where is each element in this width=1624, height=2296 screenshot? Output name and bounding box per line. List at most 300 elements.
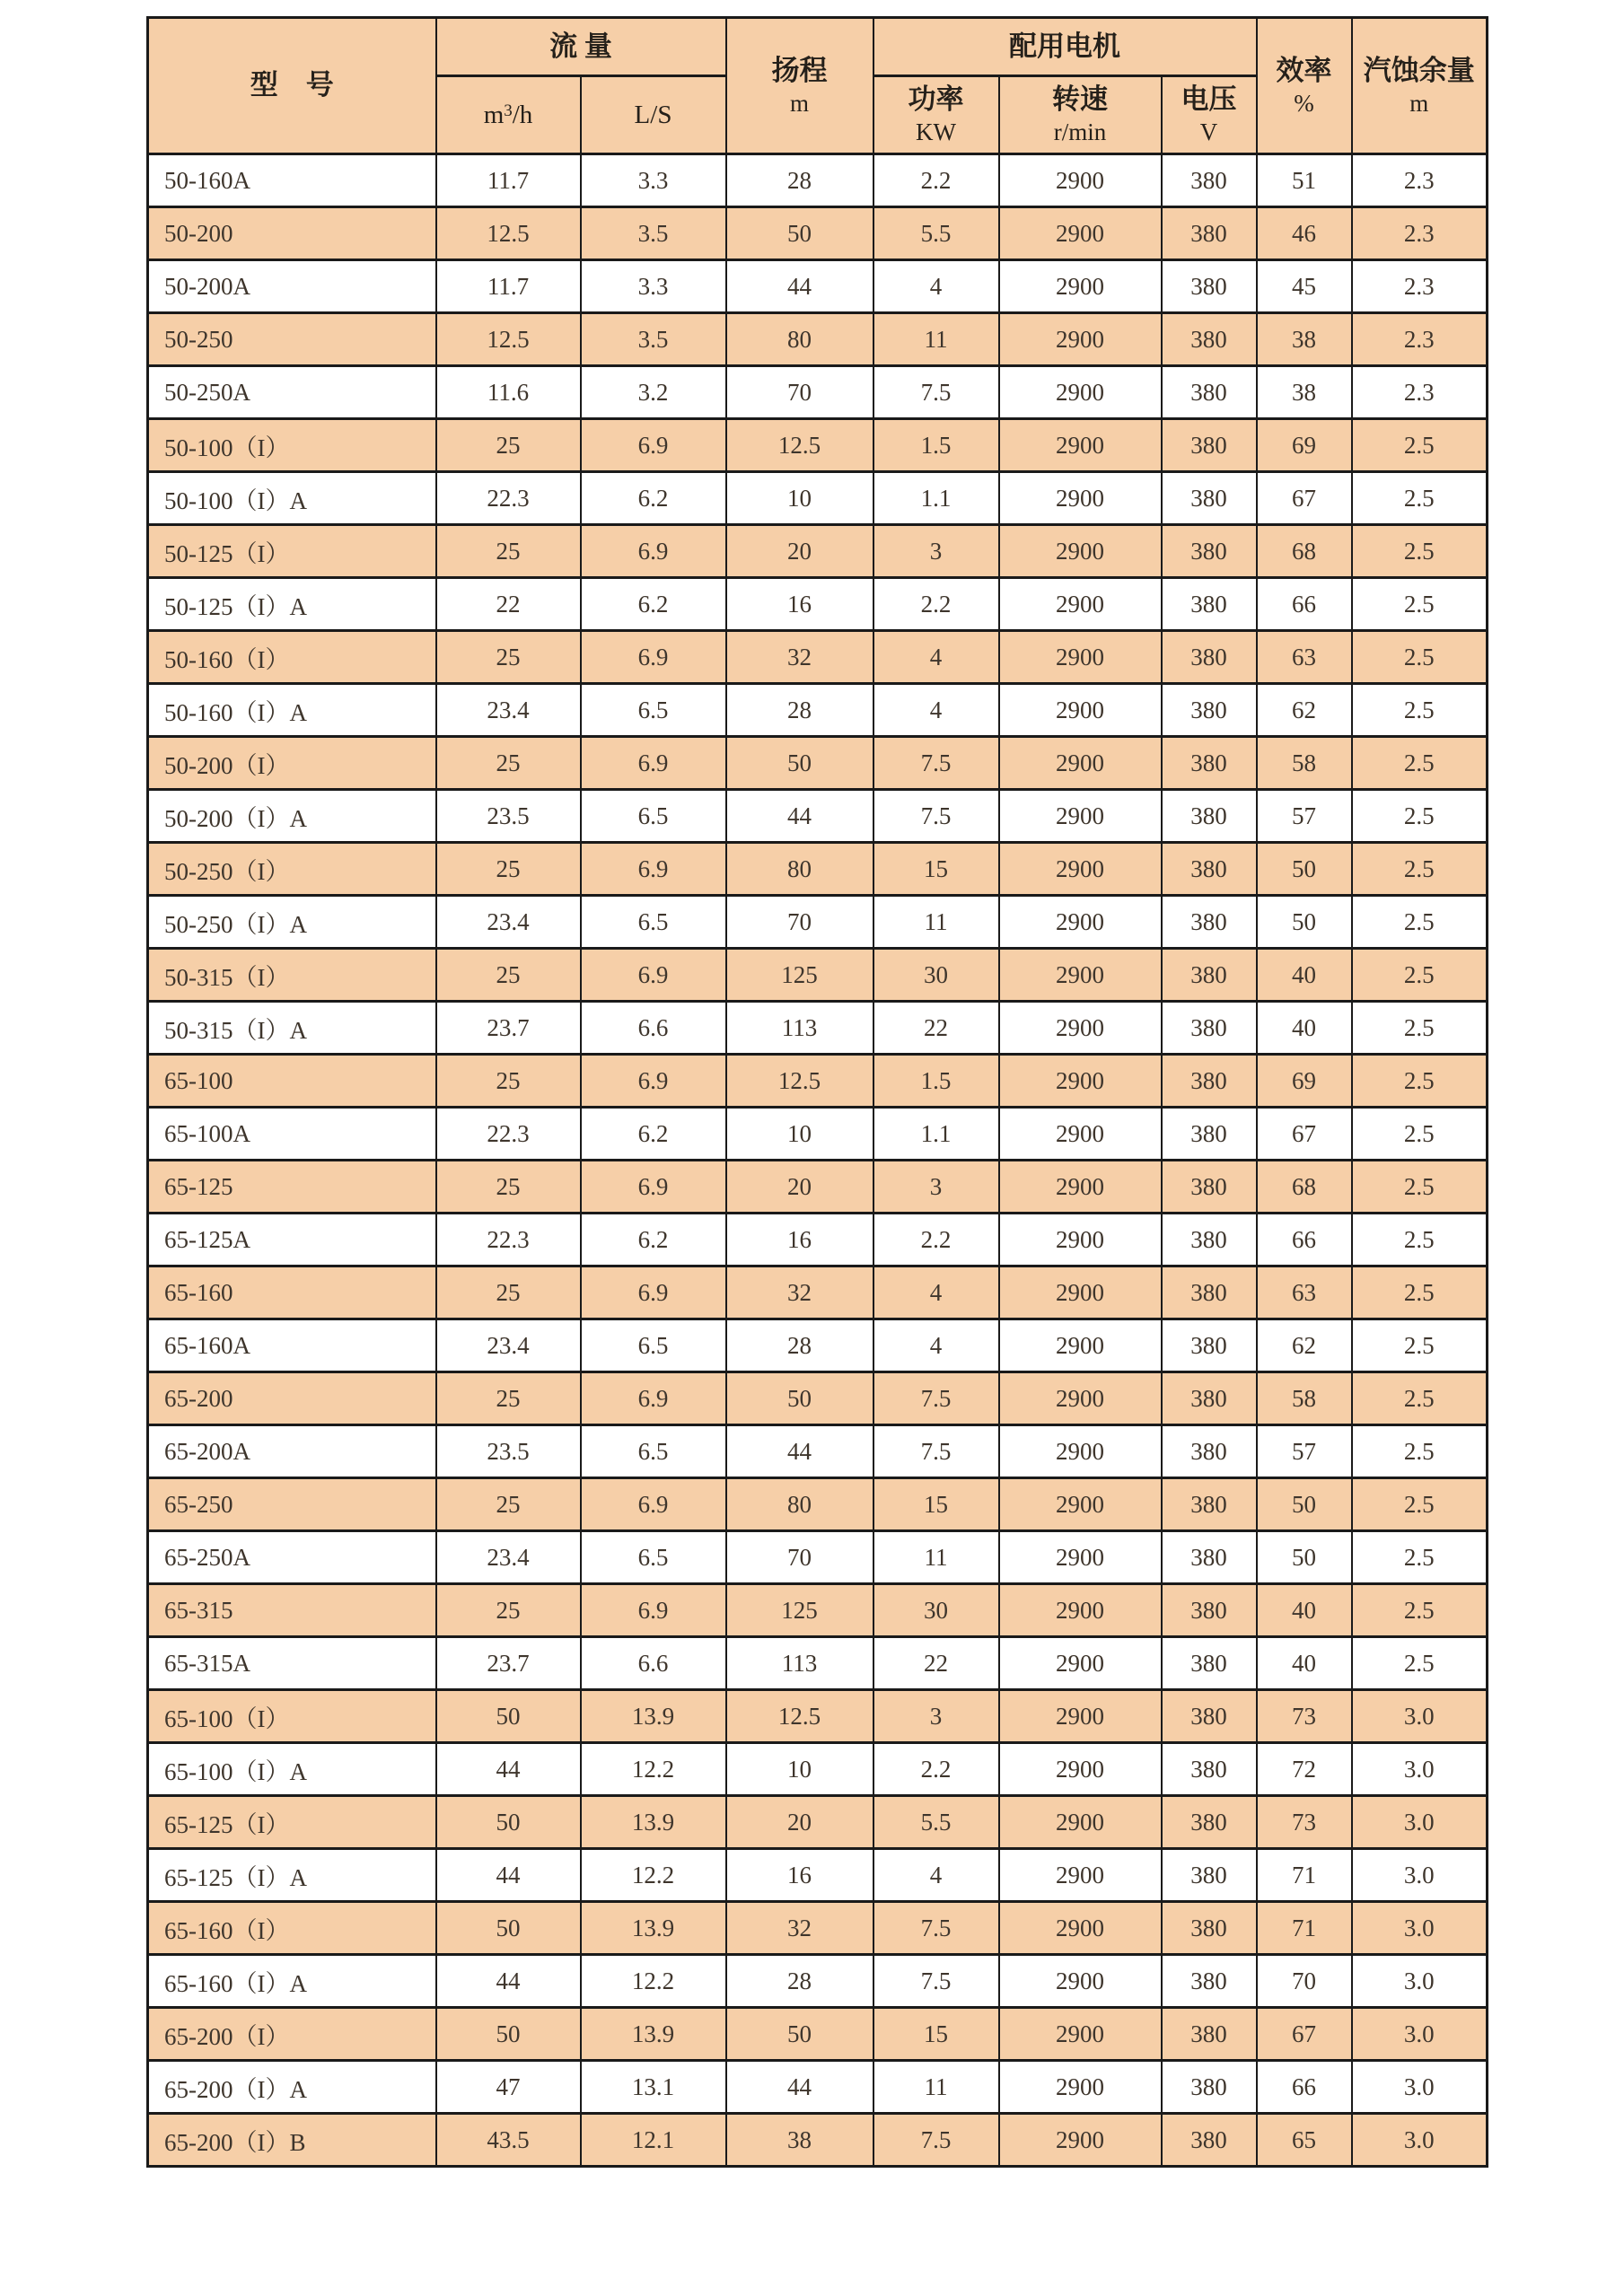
value-cell: 2.5: [1352, 1266, 1488, 1319]
value-cell: 66: [1257, 578, 1352, 631]
value-cell: 7.5: [873, 1902, 999, 1955]
value-cell: 6.5: [581, 1531, 726, 1584]
value-cell: 11.7: [436, 260, 581, 313]
value-cell: 6.5: [581, 1425, 726, 1478]
model-cell: 65-200（I）B: [148, 2114, 436, 2167]
value-cell: 13.9: [581, 1902, 726, 1955]
value-cell: 12.1: [581, 2114, 726, 2167]
value-cell: 380: [1162, 896, 1257, 949]
value-cell: 380: [1162, 1584, 1257, 1637]
value-cell: 50: [1257, 843, 1352, 896]
value-cell: 2.5: [1352, 684, 1488, 737]
value-cell: 80: [726, 313, 873, 366]
value-cell: 23.4: [436, 684, 581, 737]
value-cell: 32: [726, 1902, 873, 1955]
value-cell: 380: [1162, 790, 1257, 843]
value-cell: 69: [1257, 419, 1352, 472]
table-row: [148, 1319, 1488, 1372]
value-cell: 2900: [999, 1531, 1162, 1584]
model-cell: 50-250: [148, 313, 436, 366]
value-cell: 20: [726, 1161, 873, 1214]
header-head-label: 扬程: [771, 54, 828, 86]
value-cell: 380: [1162, 154, 1257, 207]
value-cell: 11: [873, 2061, 999, 2114]
table-row: [148, 2061, 1488, 2114]
value-cell: 50: [1257, 1478, 1352, 1531]
value-cell: 380: [1162, 1319, 1257, 1372]
table-row: [148, 260, 1488, 313]
value-cell: 25: [436, 1161, 581, 1214]
table-row: [148, 896, 1488, 949]
table-row: [148, 1690, 1488, 1743]
value-cell: 1.1: [873, 472, 999, 525]
value-cell: 380: [1162, 366, 1257, 419]
value-cell: 32: [726, 631, 873, 684]
header-npsh-label: 汽蚀余量: [1363, 54, 1475, 86]
value-cell: 50: [726, 2008, 873, 2061]
value-cell: 380: [1162, 1531, 1257, 1584]
value-cell: 25: [436, 737, 581, 790]
value-cell: 2900: [999, 154, 1162, 207]
value-cell: 63: [1257, 631, 1352, 684]
table-row: [148, 1425, 1488, 1478]
header-voltage-unit: V: [1199, 118, 1218, 146]
model-cell: 50-160A: [148, 154, 436, 207]
table-header: [148, 18, 1488, 154]
value-cell: 2900: [999, 1161, 1162, 1214]
value-cell: 40: [1257, 949, 1352, 1002]
value-cell: 2900: [999, 2061, 1162, 2114]
header-voltage-label: 电压: [1181, 83, 1237, 116]
value-cell: 51: [1257, 154, 1352, 207]
value-cell: 3: [873, 1161, 999, 1214]
value-cell: 2.5: [1352, 1584, 1488, 1637]
model-cell: 50-200: [148, 207, 436, 260]
value-cell: 50: [436, 1902, 581, 1955]
value-cell: 58: [1257, 1372, 1352, 1425]
value-cell: 15: [873, 843, 999, 896]
value-cell: 6.5: [581, 790, 726, 843]
value-cell: 44: [726, 260, 873, 313]
value-cell: 4: [873, 260, 999, 313]
value-cell: 2900: [999, 578, 1162, 631]
value-cell: 3.0: [1352, 2008, 1488, 2061]
value-cell: 2.5: [1352, 1214, 1488, 1266]
table-body: [148, 154, 1488, 2167]
value-cell: 380: [1162, 578, 1257, 631]
value-cell: 30: [873, 949, 999, 1002]
value-cell: 2.5: [1352, 1531, 1488, 1584]
value-cell: 2900: [999, 419, 1162, 472]
value-cell: 6.2: [581, 472, 726, 525]
value-cell: 380: [1162, 1002, 1257, 1055]
value-cell: 70: [1257, 1955, 1352, 2008]
value-cell: 22.3: [436, 472, 581, 525]
model-cell: 65-250: [148, 1478, 436, 1531]
value-cell: 68: [1257, 1161, 1352, 1214]
value-cell: 23.4: [436, 896, 581, 949]
value-cell: 6.2: [581, 1214, 726, 1266]
value-cell: 2900: [999, 1425, 1162, 1478]
table-row: [148, 2008, 1488, 2061]
value-cell: 7.5: [873, 2114, 999, 2167]
value-cell: 2900: [999, 1002, 1162, 1055]
table-row: [148, 1478, 1488, 1531]
value-cell: 15: [873, 2008, 999, 2061]
value-cell: 6.9: [581, 1478, 726, 1531]
model-cell: 65-125A: [148, 1214, 436, 1266]
table-row: [148, 313, 1488, 366]
value-cell: 2900: [999, 896, 1162, 949]
value-cell: 7.5: [873, 737, 999, 790]
value-cell: 38: [1257, 313, 1352, 366]
value-cell: 380: [1162, 1690, 1257, 1743]
value-cell: 73: [1257, 1690, 1352, 1743]
table-row: [148, 1849, 1488, 1902]
value-cell: 2.5: [1352, 1637, 1488, 1690]
value-cell: 2.5: [1352, 1319, 1488, 1372]
value-cell: 23.5: [436, 790, 581, 843]
model-cell: 50-315（I）: [148, 949, 436, 1002]
pump-spec-sheet: [146, 16, 1486, 2168]
value-cell: 2900: [999, 1743, 1162, 1796]
value-cell: 2.5: [1352, 1478, 1488, 1531]
value-cell: 113: [726, 1637, 873, 1690]
value-cell: 5.5: [873, 1796, 999, 1849]
value-cell: 23.4: [436, 1531, 581, 1584]
value-cell: 2.5: [1352, 737, 1488, 790]
value-cell: 2900: [999, 2008, 1162, 2061]
value-cell: 2.5: [1352, 1055, 1488, 1108]
value-cell: 25: [436, 1478, 581, 1531]
model-cell: 65-160（I）A: [148, 1955, 436, 2008]
value-cell: 40: [1257, 1637, 1352, 1690]
value-cell: 45: [1257, 260, 1352, 313]
model-cell: 50-160（I）A: [148, 684, 436, 737]
value-cell: 38: [1257, 366, 1352, 419]
header-row-top: [148, 18, 1488, 76]
value-cell: 3.5: [581, 207, 726, 260]
value-cell: 3.0: [1352, 1743, 1488, 1796]
table-row: [148, 1108, 1488, 1161]
value-cell: 43.5: [436, 2114, 581, 2167]
value-cell: 380: [1162, 419, 1257, 472]
value-cell: 6.6: [581, 1637, 726, 1690]
value-cell: 380: [1162, 1055, 1257, 1108]
value-cell: 3.5: [581, 313, 726, 366]
m3h-rest: /h: [512, 100, 533, 129]
value-cell: 16: [726, 1849, 873, 1902]
value-cell: 3: [873, 1690, 999, 1743]
value-cell: 2900: [999, 1372, 1162, 1425]
model-cell: 50-200（I）: [148, 737, 436, 790]
table-row: [148, 1161, 1488, 1214]
value-cell: 3.0: [1352, 1690, 1488, 1743]
value-cell: 30: [873, 1584, 999, 1637]
value-cell: 3.2: [581, 366, 726, 419]
value-cell: 2.3: [1352, 154, 1488, 207]
value-cell: 40: [1257, 1584, 1352, 1637]
table-row: [148, 737, 1488, 790]
value-cell: 28: [726, 1955, 873, 2008]
table-row: [148, 578, 1488, 631]
model-cell: 65-200: [148, 1372, 436, 1425]
value-cell: 6.9: [581, 1266, 726, 1319]
value-cell: 125: [726, 1584, 873, 1637]
value-cell: 6.5: [581, 896, 726, 949]
value-cell: 380: [1162, 1902, 1257, 1955]
model-cell: 65-160A: [148, 1319, 436, 1372]
value-cell: 2.5: [1352, 525, 1488, 578]
value-cell: 2.3: [1352, 366, 1488, 419]
value-cell: 12.5: [436, 207, 581, 260]
value-cell: 20: [726, 525, 873, 578]
header-head-unit: m: [789, 89, 809, 117]
value-cell: 3.0: [1352, 1849, 1488, 1902]
model-cell: 65-160（I）: [148, 1902, 436, 1955]
value-cell: 2900: [999, 366, 1162, 419]
value-cell: 380: [1162, 1955, 1257, 2008]
value-cell: 6.9: [581, 1584, 726, 1637]
value-cell: 4: [873, 684, 999, 737]
value-cell: 32: [726, 1266, 873, 1319]
value-cell: 2900: [999, 1055, 1162, 1108]
value-cell: 2.5: [1352, 472, 1488, 525]
value-cell: 47: [436, 2061, 581, 2114]
value-cell: 16: [726, 1214, 873, 1266]
value-cell: 7.5: [873, 1955, 999, 2008]
value-cell: 3.3: [581, 154, 726, 207]
model-cell: 65-315: [148, 1584, 436, 1637]
value-cell: 25: [436, 1266, 581, 1319]
value-cell: 12.5: [726, 1690, 873, 1743]
value-cell: 6.9: [581, 949, 726, 1002]
value-cell: 380: [1162, 2061, 1257, 2114]
value-cell: 6.9: [581, 737, 726, 790]
value-cell: 80: [726, 1478, 873, 1531]
value-cell: 50: [1257, 896, 1352, 949]
value-cell: 380: [1162, 2008, 1257, 2061]
value-cell: 50: [726, 207, 873, 260]
value-cell: 38: [726, 2114, 873, 2167]
value-cell: 28: [726, 154, 873, 207]
table-row: [148, 1902, 1488, 1955]
value-cell: 2900: [999, 1849, 1162, 1902]
value-cell: 4: [873, 1849, 999, 1902]
value-cell: 66: [1257, 2061, 1352, 2114]
value-cell: 66: [1257, 1214, 1352, 1266]
header-head: [726, 18, 873, 154]
model-cell: 65-100（I）: [148, 1690, 436, 1743]
value-cell: 22.3: [436, 1108, 581, 1161]
value-cell: 73: [1257, 1796, 1352, 1849]
table-row: [148, 1372, 1488, 1425]
value-cell: 25: [436, 419, 581, 472]
value-cell: 67: [1257, 1108, 1352, 1161]
table-row: [148, 154, 1488, 207]
table-row: [148, 419, 1488, 472]
value-cell: 70: [726, 1531, 873, 1584]
value-cell: 25: [436, 1372, 581, 1425]
value-cell: 2.5: [1352, 790, 1488, 843]
value-cell: 2900: [999, 949, 1162, 1002]
model-cell: 50-315（I）A: [148, 1002, 436, 1055]
value-cell: 6.5: [581, 684, 726, 737]
m3h-sup: 3: [504, 101, 513, 120]
value-cell: 1.5: [873, 1055, 999, 1108]
value-cell: 380: [1162, 1478, 1257, 1531]
table-row: [148, 843, 1488, 896]
value-cell: 2900: [999, 631, 1162, 684]
value-cell: 3.0: [1352, 1796, 1488, 1849]
value-cell: 2.3: [1352, 207, 1488, 260]
value-cell: 16: [726, 578, 873, 631]
value-cell: 23.7: [436, 1002, 581, 1055]
value-cell: 2900: [999, 1319, 1162, 1372]
value-cell: 2.5: [1352, 843, 1488, 896]
table-row: [148, 525, 1488, 578]
value-cell: 2900: [999, 1108, 1162, 1161]
value-cell: 69: [1257, 1055, 1352, 1108]
value-cell: 3.0: [1352, 2061, 1488, 2114]
table-row: [148, 1743, 1488, 1796]
header-efficiency-label: 效率: [1276, 54, 1332, 86]
value-cell: 380: [1162, 1161, 1257, 1214]
model-cell: 50-125（I）: [148, 525, 436, 578]
value-cell: 2900: [999, 1214, 1162, 1266]
header-speed-label: 转速: [1052, 83, 1108, 116]
value-cell: 7.5: [873, 790, 999, 843]
value-cell: 3.0: [1352, 1955, 1488, 2008]
value-cell: 25: [436, 631, 581, 684]
table-row: [148, 1637, 1488, 1690]
value-cell: 380: [1162, 631, 1257, 684]
value-cell: 70: [726, 366, 873, 419]
value-cell: 25: [436, 525, 581, 578]
header-npsh-unit: m: [1409, 89, 1429, 117]
value-cell: 2.5: [1352, 896, 1488, 949]
value-cell: 380: [1162, 1214, 1257, 1266]
header-flow-group: 流 量: [436, 18, 726, 76]
value-cell: 6.2: [581, 578, 726, 631]
table-row: [148, 1055, 1488, 1108]
value-cell: 2.5: [1352, 419, 1488, 472]
value-cell: 380: [1162, 1372, 1257, 1425]
value-cell: 2900: [999, 1584, 1162, 1637]
model-cell: 50-100（I）A: [148, 472, 436, 525]
value-cell: 380: [1162, 737, 1257, 790]
value-cell: 44: [726, 790, 873, 843]
header-model: 型 号: [148, 18, 436, 154]
value-cell: 380: [1162, 2114, 1257, 2167]
value-cell: 380: [1162, 1108, 1257, 1161]
value-cell: 11.6: [436, 366, 581, 419]
value-cell: 2.2: [873, 154, 999, 207]
table-row: [148, 790, 1488, 843]
model-cell: 65-125（I）A: [148, 1849, 436, 1902]
table-row: [148, 949, 1488, 1002]
table-row: [148, 366, 1488, 419]
header-efficiency-unit: %: [1294, 89, 1314, 117]
value-cell: 2900: [999, 790, 1162, 843]
value-cell: 71: [1257, 1902, 1352, 1955]
value-cell: 5.5: [873, 207, 999, 260]
model-cell: 50-160（I）: [148, 631, 436, 684]
table-row: [148, 1002, 1488, 1055]
value-cell: 2900: [999, 1955, 1162, 2008]
value-cell: 2900: [999, 1796, 1162, 1849]
value-cell: 2.2: [873, 1743, 999, 1796]
header-flow-ls: L/S: [581, 76, 726, 154]
value-cell: 23.7: [436, 1637, 581, 1690]
value-cell: 2.5: [1352, 1108, 1488, 1161]
value-cell: 71: [1257, 1849, 1352, 1902]
value-cell: 22: [873, 1002, 999, 1055]
value-cell: 23.5: [436, 1425, 581, 1478]
header-speed: [999, 76, 1162, 154]
model-cell: 65-100: [148, 1055, 436, 1108]
value-cell: 380: [1162, 1796, 1257, 1849]
value-cell: 25: [436, 843, 581, 896]
model-cell: 50-250（I）A: [148, 896, 436, 949]
value-cell: 2.2: [873, 578, 999, 631]
value-cell: 3.3: [581, 260, 726, 313]
value-cell: 3: [873, 525, 999, 578]
value-cell: 50: [436, 2008, 581, 2061]
model-cell: 65-250A: [148, 1531, 436, 1584]
value-cell: 2900: [999, 313, 1162, 366]
header-voltage: [1162, 76, 1257, 154]
header-speed-unit: r/min: [1053, 118, 1107, 146]
value-cell: 1.5: [873, 419, 999, 472]
model-cell: 65-100（I）A: [148, 1743, 436, 1796]
value-cell: 2900: [999, 207, 1162, 260]
value-cell: 22: [436, 578, 581, 631]
table-row: [148, 1531, 1488, 1584]
value-cell: 12.2: [581, 1955, 726, 2008]
value-cell: 6.9: [581, 631, 726, 684]
value-cell: 25: [436, 1584, 581, 1637]
value-cell: 28: [726, 684, 873, 737]
value-cell: 6.5: [581, 1319, 726, 1372]
value-cell: 13.9: [581, 1796, 726, 1849]
value-cell: 380: [1162, 1637, 1257, 1690]
value-cell: 46: [1257, 207, 1352, 260]
value-cell: 10: [726, 1108, 873, 1161]
value-cell: 380: [1162, 1743, 1257, 1796]
header-power: [873, 76, 999, 154]
value-cell: 6.9: [581, 419, 726, 472]
value-cell: 44: [436, 1849, 581, 1902]
value-cell: 12.5: [726, 1055, 873, 1108]
value-cell: 50: [1257, 1531, 1352, 1584]
value-cell: 12.5: [436, 313, 581, 366]
value-cell: 380: [1162, 1425, 1257, 1478]
value-cell: 12.2: [581, 1849, 726, 1902]
value-cell: 2900: [999, 1902, 1162, 1955]
value-cell: 125: [726, 949, 873, 1002]
model-cell: 65-200（I）: [148, 2008, 436, 2061]
value-cell: 10: [726, 472, 873, 525]
value-cell: 50: [436, 1796, 581, 1849]
value-cell: 67: [1257, 472, 1352, 525]
model-cell: 65-160: [148, 1266, 436, 1319]
value-cell: 15: [873, 1478, 999, 1531]
value-cell: 7.5: [873, 1425, 999, 1478]
value-cell: 7.5: [873, 366, 999, 419]
value-cell: 2.5: [1352, 1002, 1488, 1055]
value-cell: 11: [873, 1531, 999, 1584]
